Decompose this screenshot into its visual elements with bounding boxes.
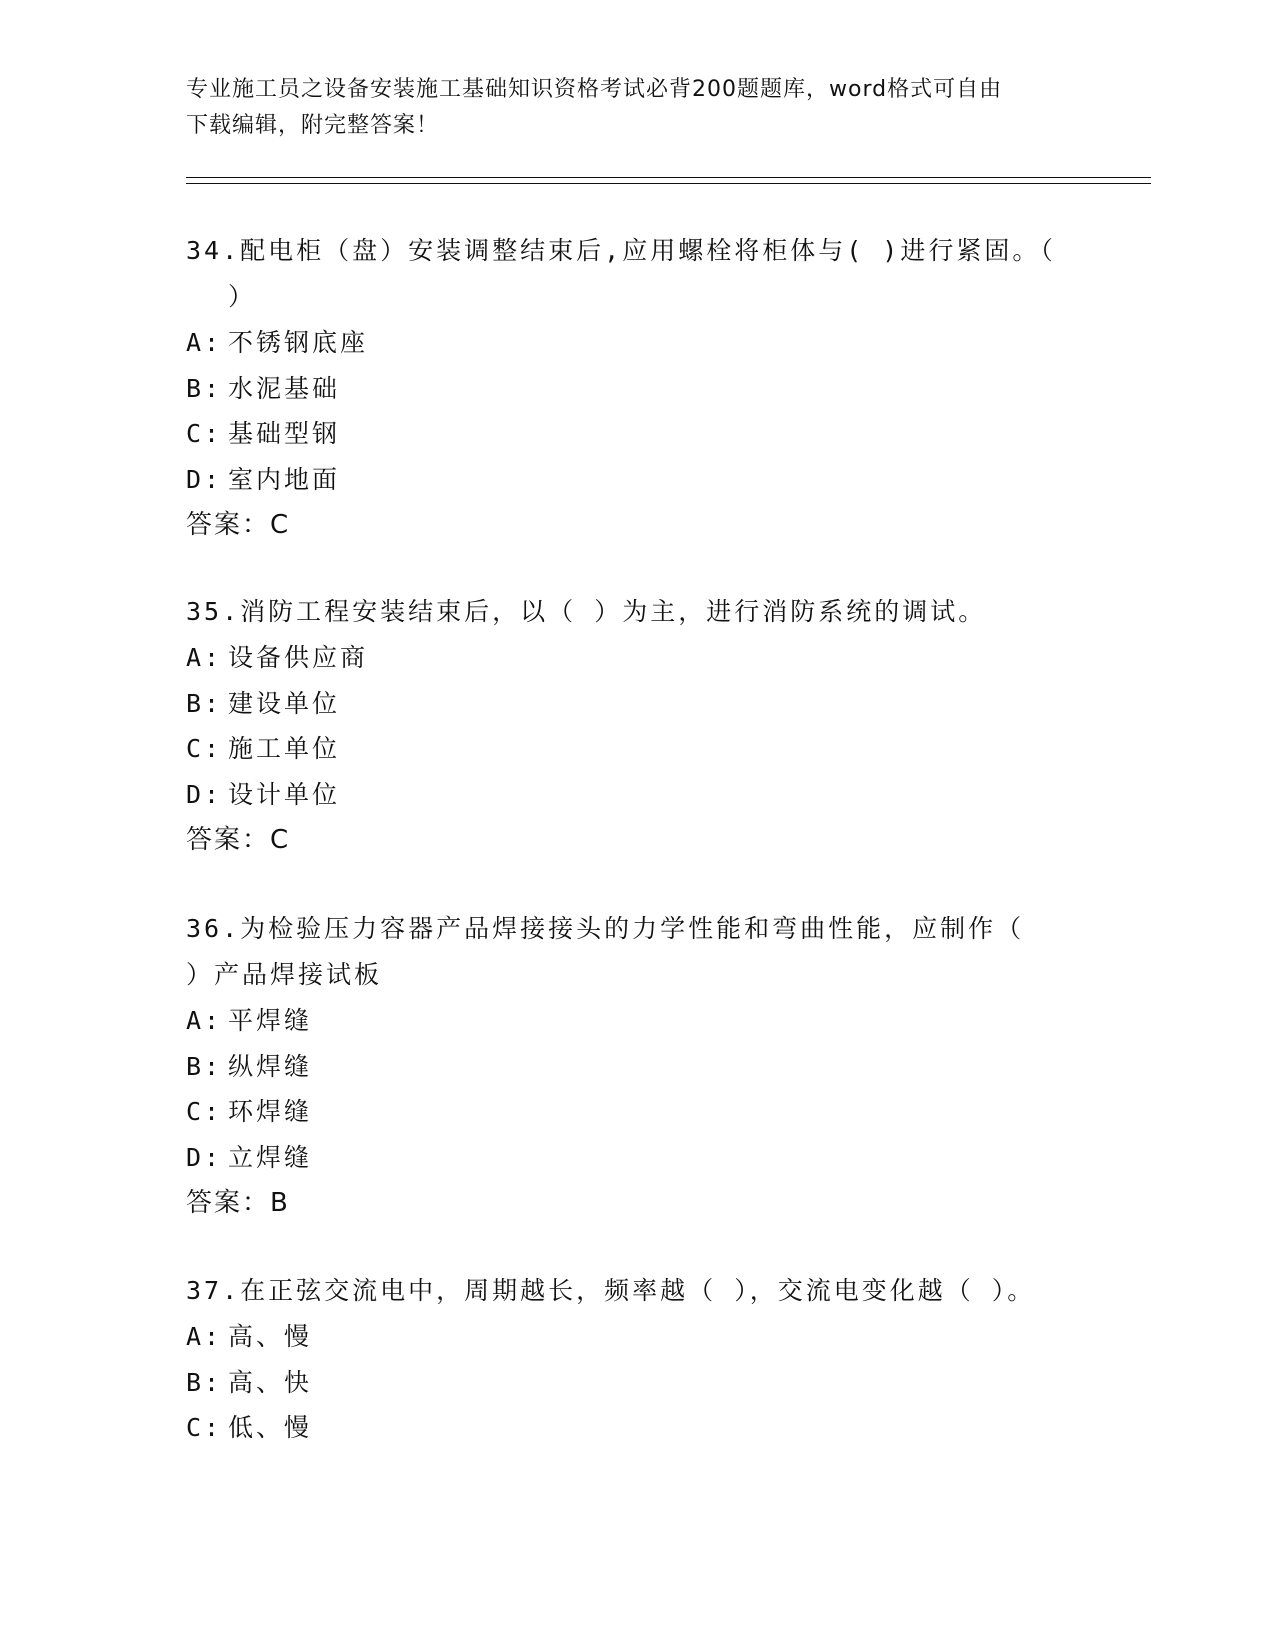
option-a — [186, 998, 1086, 1044]
answer: 答案：B — [186, 1188, 290, 1218]
option-key: B: — [186, 688, 223, 718]
option-text: 高、快 — [228, 1367, 313, 1397]
option-key: B: — [186, 373, 223, 403]
option-key: B: — [186, 1051, 223, 1081]
option-text: 设备供应商 — [228, 643, 369, 672]
question-36 — [186, 906, 1086, 1226]
question-37 — [186, 1268, 1086, 1451]
question-stem-continued: ）产品焊接试板 — [186, 960, 383, 989]
question-stem: 34.配电柜（盘）安装调整结束后,应用螺栓将柜体与( )进行紧固。（ — [186, 236, 1056, 265]
option-text: 设计单位 — [228, 779, 341, 809]
option-key: C: — [186, 734, 223, 763]
option-text: 基础型钢 — [228, 419, 341, 448]
question-stem: 36.为检验压力容器产品焊接接头的力学性能和弯曲性能，应制作（ — [186, 914, 1025, 943]
option-text: 施工单位 — [228, 734, 341, 763]
option-d — [186, 1135, 1086, 1181]
option-key: C: — [186, 1097, 223, 1126]
option-key: C: — [186, 1413, 223, 1442]
option-c — [186, 411, 1086, 457]
question-34 — [186, 228, 1086, 548]
question-stem: 37.在正弦交流电中，周期越长，频率越（ ），交流电变化越（ ）。 — [186, 1276, 1036, 1305]
option-key: A: — [186, 1322, 223, 1351]
option-c — [186, 726, 1086, 772]
option-b — [186, 681, 1086, 727]
option-text: 室内地面 — [228, 464, 341, 494]
option-b — [186, 366, 1086, 412]
option-key: A: — [186, 1006, 223, 1035]
option-key: C: — [186, 419, 223, 448]
option-text: 环焊缝 — [228, 1097, 313, 1126]
option-key: D: — [186, 1142, 223, 1172]
option-key: B: — [186, 1367, 223, 1397]
option-key: A: — [186, 643, 223, 672]
option-text: 低、慢 — [228, 1413, 313, 1442]
option-text: 不锈钢底座 — [228, 328, 369, 357]
option-text: 建设单位 — [228, 688, 341, 718]
document-header — [186, 72, 1076, 144]
option-key: A: — [186, 328, 223, 357]
option-a — [186, 635, 1086, 681]
option-text: 高、慢 — [228, 1322, 313, 1351]
header-line-1: 专业施工员之设备安装施工基础知识资格考试必背200题题库，word格式可自由 — [186, 77, 1003, 102]
option-c — [186, 1089, 1086, 1135]
answer: 答案：C — [186, 510, 291, 540]
answer: 答案：C — [186, 825, 291, 855]
option-text: 平焊缝 — [228, 1006, 313, 1035]
header-divider-bottom — [186, 183, 1151, 184]
option-d — [186, 457, 1086, 503]
option-text: 水泥基础 — [228, 373, 341, 403]
option-key: D: — [186, 779, 223, 809]
option-a — [186, 320, 1086, 366]
question-35 — [186, 589, 1086, 863]
question-stem-continued: ） — [228, 282, 257, 311]
option-key: D: — [186, 464, 223, 494]
option-c — [186, 1405, 1086, 1451]
option-a — [186, 1314, 1086, 1360]
option-d — [186, 772, 1086, 818]
option-text: 纵焊缝 — [228, 1051, 313, 1081]
header-divider-top — [186, 177, 1151, 178]
header-line-2: 下载编辑，附完整答案！ — [186, 113, 440, 138]
option-text: 立焊缝 — [228, 1142, 313, 1172]
question-stem: 35.消防工程安装结束后，以（ ）为主，进行消防系统的调试。 — [186, 597, 987, 626]
option-b — [186, 1360, 1086, 1406]
option-b — [186, 1044, 1086, 1090]
